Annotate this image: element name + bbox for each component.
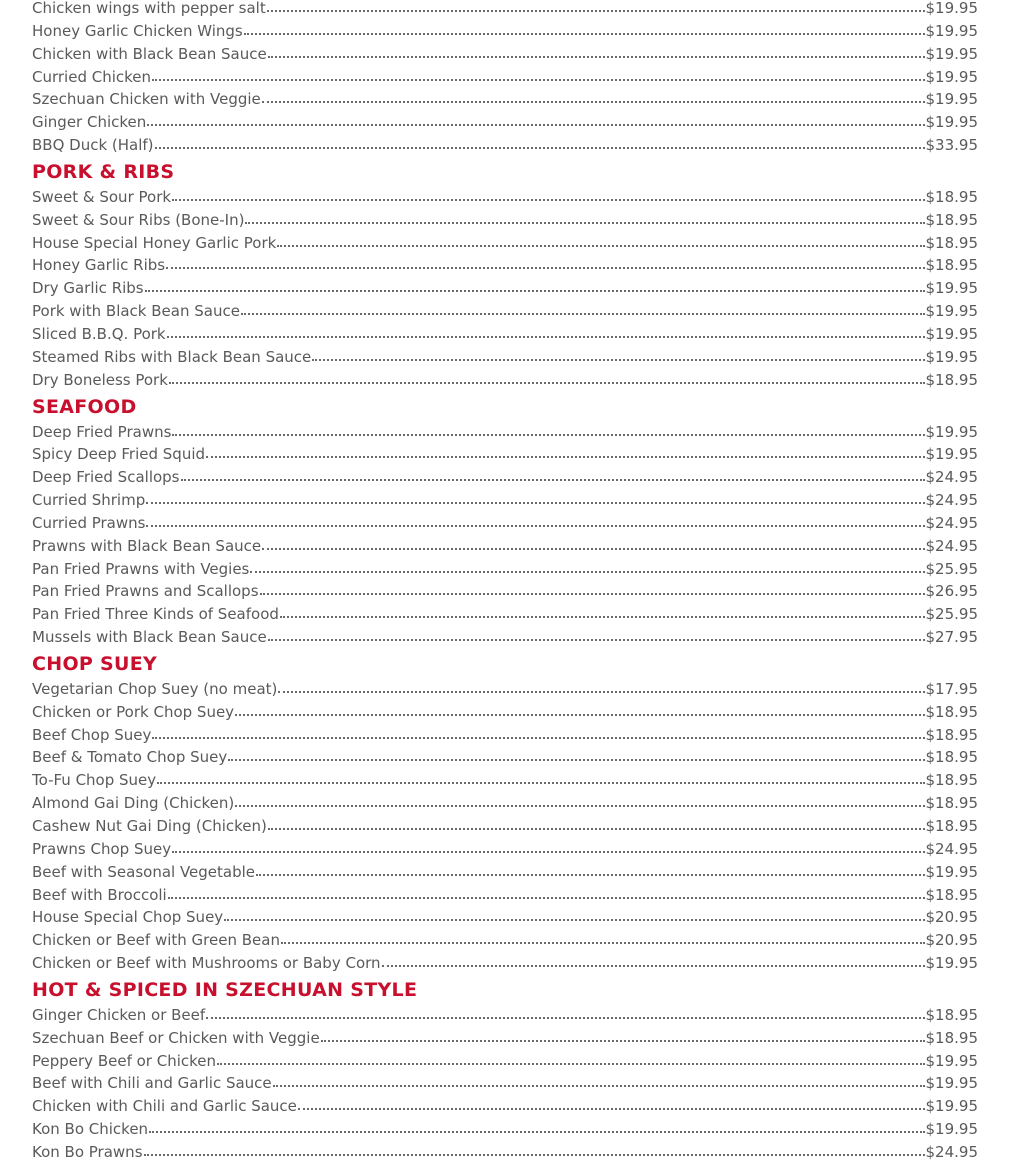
- menu-item: [32, 603, 978, 626]
- menu-item: [32, 489, 978, 512]
- menu-item: [32, 66, 978, 89]
- menu-item-price: $19.95: [925, 67, 978, 86]
- menu-item-name: Beef Chop Suey: [32, 725, 152, 744]
- menu-item-name: Spicy Deep Fried Squid: [32, 445, 206, 464]
- dotted-leader: [262, 548, 924, 550]
- dotted-leader: [172, 199, 924, 201]
- dotted-leader: [235, 714, 924, 716]
- menu-item-price: $19.95: [925, 862, 978, 881]
- menu-item: [32, 20, 978, 43]
- dotted-leader: [298, 1108, 925, 1110]
- menu-item-price: $18.95: [925, 1028, 978, 1047]
- menu-item-name: To-Fu Chop Suey: [32, 771, 157, 790]
- menu-item: [32, 209, 978, 232]
- menu-item-price: $19.95: [925, 445, 978, 464]
- menu-item-name: Chicken or Pork Chop Suey: [32, 702, 235, 721]
- menu-item: [32, 421, 978, 444]
- menu-item-price: $19.95: [925, 21, 978, 40]
- menu-item: [32, 746, 978, 769]
- menu-item-price: $18.95: [925, 370, 978, 389]
- menu-item: [32, 277, 978, 300]
- menu-item-price: $19.95: [925, 1074, 978, 1093]
- menu-item: [32, 1050, 978, 1073]
- menu-item-price: $27.95: [925, 628, 978, 647]
- dotted-leader: [267, 10, 925, 12]
- dotted-leader: [260, 593, 925, 595]
- menu-item: [32, 558, 978, 581]
- dotted-leader: [280, 616, 925, 618]
- menu-item-name: Steamed Ribs with Black Bean Sauce: [32, 347, 312, 366]
- menu-item-name: Szechuan Beef or Chicken with Veggie: [32, 1028, 320, 1047]
- menu-item-name: Pan Fried Prawns with Vegies: [32, 559, 250, 578]
- menu-item-name: Chicken with Black Bean Sauce: [32, 44, 267, 63]
- section-title-pork-and-ribs: PORK & RIBS: [32, 160, 175, 183]
- menu-item-price: $18.95: [925, 794, 978, 813]
- menu-item: [32, 906, 978, 929]
- menu-item: [32, 134, 978, 157]
- menu-item: [32, 1141, 978, 1164]
- menu-item-name: Deep Fried Scallops: [32, 468, 180, 487]
- menu-item-name: Curried Prawns: [32, 513, 146, 532]
- menu-item-name: House Special Honey Garlic Pork: [32, 233, 277, 252]
- dotted-leader: [172, 851, 924, 853]
- menu-item: [32, 186, 978, 209]
- menu-item-name: Pork with Black Bean Sauce: [32, 302, 240, 321]
- menu-item: [32, 815, 978, 838]
- menu-item: [32, 346, 978, 369]
- menu-item: [32, 1118, 978, 1141]
- menu-item-price: $17.95: [925, 679, 978, 698]
- dotted-leader: [152, 737, 924, 739]
- dotted-leader: [281, 942, 925, 944]
- menu-item-name: Almond Gai Ding (Chicken): [32, 794, 235, 813]
- menu-item-name: Curried Shrimp: [32, 491, 146, 510]
- dotted-leader: [235, 805, 924, 807]
- menu-item-price: $18.95: [925, 233, 978, 252]
- dotted-leader: [312, 359, 924, 361]
- menu-item-name: Chicken or Beef with Mushrooms or Baby Corn: [32, 954, 381, 973]
- menu-item: [32, 0, 978, 20]
- dotted-leader: [147, 124, 924, 126]
- menu-item: [32, 952, 978, 975]
- menu-item-price: $19.95: [925, 422, 978, 441]
- menu-item: [32, 838, 978, 861]
- menu-item-name: Honey Garlic Chicken Wings: [32, 21, 243, 40]
- dotted-leader: [145, 290, 925, 292]
- menu-item-name: BBQ Duck (Half): [32, 136, 154, 155]
- menu-item-name: Pan Fried Three Kinds of Seafood: [32, 605, 279, 624]
- menu-item-name: Dry Garlic Ribs: [32, 279, 144, 298]
- menu-item-price: $18.95: [925, 1005, 978, 1024]
- menu-item: [32, 861, 978, 884]
- menu-item: [32, 535, 978, 558]
- dotted-leader: [166, 267, 924, 269]
- menu-item-name: Chicken with Chili and Garlic Sauce: [32, 1097, 297, 1116]
- menu-item: [32, 678, 978, 701]
- menu-item-price: $24.95: [925, 491, 978, 510]
- section-title-seafood: SEAFOOD: [32, 395, 137, 418]
- menu-item-name: Sweet & Sour Pork: [32, 187, 172, 206]
- menu-item: [32, 254, 978, 277]
- menu-item-price: $24.95: [925, 1142, 978, 1161]
- dotted-leader: [149, 1131, 924, 1133]
- menu-item: [32, 792, 978, 815]
- dotted-leader: [273, 1085, 925, 1087]
- menu-item-name: Peppery Beef or Chicken: [32, 1051, 217, 1070]
- menu-item-name: Kon Bo Prawns: [32, 1142, 143, 1161]
- menu-item-name: House Special Chop Suey: [32, 908, 224, 927]
- menu-item-price: $20.95: [925, 931, 978, 950]
- menu-item-price: $19.95: [925, 302, 978, 321]
- dotted-leader: [256, 874, 924, 876]
- dotted-leader: [382, 965, 925, 967]
- menu-item: [32, 1095, 978, 1118]
- menu-item-name: Pan Fried Prawns and Scallops: [32, 582, 259, 601]
- menu-item-price: $19.95: [925, 90, 978, 109]
- menu-item-price: $24.95: [925, 468, 978, 487]
- menu-item-price: $33.95: [925, 136, 978, 155]
- menu-item-price: $24.95: [925, 513, 978, 532]
- menu-item-name: Deep Fried Prawns: [32, 422, 172, 441]
- dotted-leader: [167, 336, 925, 338]
- menu-item-name: Chicken or Beef with Green Bean: [32, 931, 280, 950]
- menu-item-price: $18.95: [925, 725, 978, 744]
- dotted-leader: [224, 919, 924, 921]
- menu-list: [32, 0, 978, 1164]
- menu-item-price: $25.95: [925, 605, 978, 624]
- dotted-leader: [206, 1017, 924, 1019]
- menu-item-name: Szechuan Chicken with Veggie: [32, 90, 261, 109]
- dotted-leader: [172, 434, 924, 436]
- menu-item: [32, 369, 978, 392]
- dotted-leader: [181, 479, 925, 481]
- menu-item-name: Chicken wings with pepper salt: [32, 0, 266, 17]
- menu-item: [32, 512, 978, 535]
- menu-item-name: Ginger Chicken or Beef: [32, 1005, 206, 1024]
- menu-item: [32, 580, 978, 603]
- menu-item-price: $19.95: [925, 954, 978, 973]
- menu-item-name: Prawns Chop Suey: [32, 839, 172, 858]
- menu-item: [32, 466, 978, 489]
- menu-item-name: Vegetarian Chop Suey (no meat): [32, 679, 278, 698]
- menu-item-price: $19.95: [925, 324, 978, 343]
- dotted-leader: [268, 828, 925, 830]
- menu-item-price: $19.95: [925, 347, 978, 366]
- menu-item-name: Curried Chicken: [32, 67, 152, 86]
- menu-item-price: $18.95: [925, 187, 978, 206]
- menu-item-name: Sliced B.B.Q. Pork: [32, 324, 166, 343]
- dotted-leader: [206, 456, 924, 458]
- menu-item: [32, 884, 978, 907]
- dotted-leader: [152, 79, 924, 81]
- menu-item-price: $19.95: [925, 1120, 978, 1139]
- section-title-chop-suey: CHOP SUEY: [32, 652, 158, 675]
- menu-item-price: $18.95: [925, 771, 978, 790]
- dotted-leader: [146, 502, 924, 504]
- menu-item-price: $19.95: [925, 1097, 978, 1116]
- menu-item-name: Cashew Nut Gai Ding (Chicken): [32, 817, 267, 835]
- menu-item-name: Ginger Chicken: [32, 113, 147, 132]
- menu-item-name: Beef & Tomato Chop Suey: [32, 748, 228, 767]
- dotted-leader: [241, 313, 925, 315]
- menu-item-name: Beef with Broccoli: [32, 885, 167, 904]
- menu-item-price: $24.95: [925, 536, 978, 555]
- section-title-hot-and-spiced-in-szechuan-style: HOT & SPICED IN SZECHUAN STYLE: [32, 978, 418, 1001]
- menu-item-name: Dry Boneless Pork: [32, 370, 168, 389]
- menu-item-name: Prawns with Black Bean Sauce: [32, 536, 262, 555]
- dotted-leader: [321, 1040, 925, 1042]
- dotted-leader: [169, 382, 925, 384]
- menu-item-price: $18.95: [925, 702, 978, 721]
- menu-item: [32, 43, 978, 66]
- menu-item-price: $19.95: [925, 1051, 978, 1070]
- menu-item-price: $18.95: [925, 817, 978, 835]
- menu-item-price: $18.95: [925, 748, 978, 767]
- menu-item-name: Mussels with Black Bean Sauce: [32, 628, 267, 647]
- menu-item: [32, 443, 978, 466]
- menu-item-price: $24.95: [925, 839, 978, 858]
- menu-item: [32, 1004, 978, 1027]
- menu-item-name: Beef with Seasonal Vegetable: [32, 862, 256, 881]
- menu-item: [32, 300, 978, 323]
- menu-item: [32, 88, 978, 111]
- dotted-leader: [217, 1063, 924, 1065]
- dotted-leader: [155, 147, 925, 149]
- dotted-leader: [250, 571, 924, 573]
- menu-item-name: Beef with Chili and Garlic Sauce: [32, 1074, 272, 1093]
- dotted-leader: [277, 245, 924, 247]
- menu-item-price: $20.95: [925, 908, 978, 927]
- menu-item-price: $19.95: [925, 44, 978, 63]
- menu-item: [32, 929, 978, 952]
- menu-item-price: $18.95: [925, 210, 978, 229]
- menu-item-price: $18.95: [925, 885, 978, 904]
- menu-item: [32, 1072, 978, 1095]
- menu-item-price: $18.95: [925, 256, 978, 275]
- menu-item: [32, 323, 978, 346]
- dotted-leader: [268, 56, 925, 58]
- menu-item-name: Sweet & Sour Ribs (Bone-In): [32, 210, 245, 229]
- menu-item: [32, 701, 978, 724]
- dotted-leader: [244, 33, 925, 35]
- dotted-leader: [262, 101, 925, 103]
- menu-item-price: $19.95: [925, 113, 978, 132]
- dotted-leader: [157, 782, 924, 784]
- menu-item-price: $26.95: [925, 582, 978, 601]
- menu-item-price: $19.95: [925, 279, 978, 298]
- menu-item: [32, 1027, 978, 1050]
- menu-item: [32, 111, 978, 134]
- dotted-leader: [228, 759, 924, 761]
- dotted-leader: [168, 897, 925, 899]
- menu-item: [32, 769, 978, 792]
- menu-item: [32, 232, 978, 255]
- menu-item-name: Honey Garlic Ribs: [32, 256, 166, 275]
- menu-item-price: $19.95: [925, 0, 978, 17]
- dotted-leader: [278, 691, 924, 693]
- menu-item-name: Kon Bo Chicken: [32, 1120, 149, 1139]
- menu-item-price: $25.95: [925, 559, 978, 578]
- dotted-leader: [245, 222, 924, 224]
- dotted-leader: [146, 525, 924, 527]
- dotted-leader: [268, 639, 925, 641]
- dotted-leader: [144, 1154, 925, 1156]
- menu-item: [32, 626, 978, 649]
- menu-item: [32, 724, 978, 747]
